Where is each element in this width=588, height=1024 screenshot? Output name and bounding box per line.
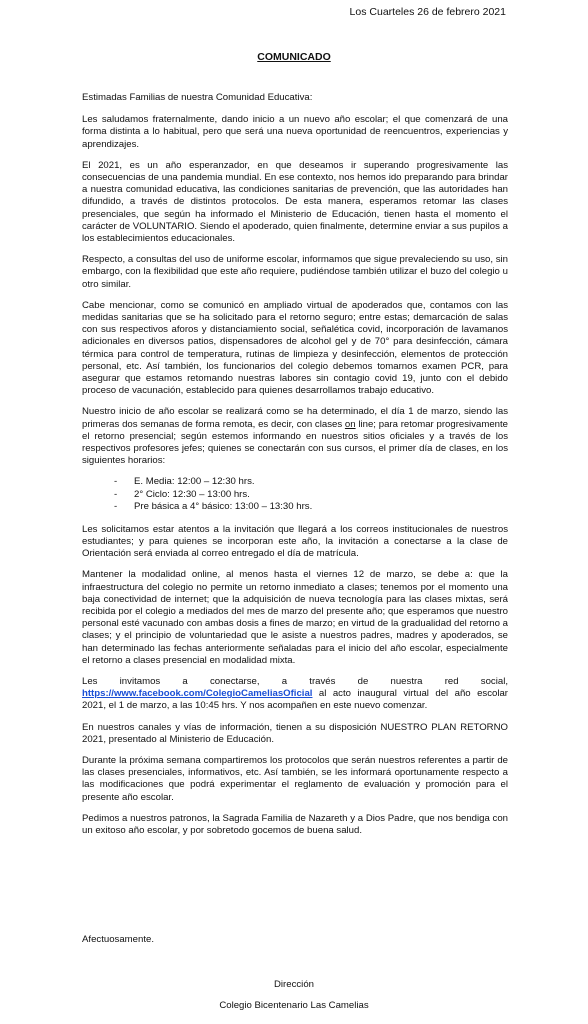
signature-role: Dirección: [274, 979, 314, 990]
inaugural-text-b: al acto inaugural virtual del año escolar 2021, el 1 de marzo, a las 10:45 hrs. Y nos acompañen en este nuevo comenzar.: [82, 688, 508, 712]
letter-body: [82, 92, 508, 846]
letter-date: Los Cuarteles 26 de febrero 2021: [349, 6, 506, 18]
paragraph-return-plan: En nuestros canales y vías de información, tienen a su disposición NUESTRO PLAN RETORNO 2021, presentado al Ministerio de Educación.: [82, 721, 508, 745]
schedule-list: [82, 476, 508, 513]
facebook-link[interactable]: https://www.facebook.com/ColegioCameliasOficial: [82, 688, 313, 700]
paragraph-uniform: Respecto, a consultas del uso de uniforme escolar, informamos que sigue prevaleciendo su uso, sin embargo, con la flexibilidad que este año requiere, pudiéndose también utilizar el buzo del colegio u otro similar.: [82, 254, 508, 290]
schedule-item: - Pre básica a 4° básico: 13:00 – 13:30 hrs.: [114, 501, 508, 513]
schedule-item: - 2° Ciclo: 12:30 – 13:00 hrs.: [114, 489, 508, 501]
signature-school: Colegio Bicentenario Las Camelias: [219, 1000, 369, 1011]
school-start-text-a: Nuestro inicio de año escolar se realizará como se ha determinado, el día 1 de marzo, siendo las primeras dos semanas de forma remota, es decir, con clases: [82, 406, 508, 430]
paragraph-inaugural-act: [82, 676, 508, 713]
closing: Afectuosamente.: [82, 934, 154, 945]
school-start-underlined-word: on: [344, 418, 356, 430]
paragraph-online-modality: Mantener la modalidad online, al menos hasta el viernes 12 de marzo, se debe a: que la infraestructura del colegio no permite un retorno inmediato a clases; tenemos por el momento una baja conectividad de internet; que la adquisición de nueva tecnología para las clases mixtas, será recibida por el colegio a mediados del mes de marzo del presente año; que esperamos que nuestro personal esté vacunado con ambas dosis a fines de marzo; en virtud de la gradualidad del retorno a clases; y el principio de voluntariedad que le asiste a nuestros padres, madres y apoderados, se han determinado las fechas anteriormente señaladas para el inicio del año escolar, especialmente el retorno a clases presencial en modalidad mixta.: [82, 569, 508, 666]
inaugural-text-a: Les invitamos a conectarse, a través de nuestra red social,: [82, 675, 508, 687]
paragraph-school-start: [82, 406, 508, 467]
schedule-item: - E. Media: 12:00 – 12:30 hrs.: [114, 476, 508, 488]
paragraph-protocols: Durante la próxima semana compartiremos los protocolos que serán nuestros referentes a partir de las clases presenciales, informativos, etc. Así también, se les informará oportunamente respecto a las modificaciones que podrá experimentar el reglamento de evaluación y promoción para el presente año escolar.: [82, 754, 508, 803]
paragraph-blessing: Pedimos a nuestros patronos, la Sagrada Familia de Nazareth y a Dios Padre, que nos bendiga con un exitoso año escolar, y por sobretodo gocemos de buena salud.: [82, 812, 508, 836]
greeting: Estimadas Familias de nuestra Comunidad Educativa:: [82, 92, 313, 103]
paragraph-invitation-emails: Les solicitamos estar atentos a la invitación que llegará a los correos institucionales de nuestros estudiantes; y para quienes se incorporan este año, la invitación a conectarse a la clase de Orientación será enviada al correo entregado el día de matrícula.: [82, 523, 508, 560]
paragraph-sanitary-measures: Cabe mencionar, como se comunicó en ampliado virtual de apoderados que, contamos con las medidas sanitarias que se ha solicitado para el retorno seguro; entre estas; demarcación de salas con sus respectivos aforos y distanciamiento social, señalética covid, incorporación de lavamanos adicionales en diversos patios, dispensadores de alcohol gel y de 70° para desinfección, cámara térmica para control de temperatura, rutinas de limpieza y desinfección, elementos de protección personal, etc. Así también, los funcionarios del colegio debemos tomarnos examen PCR, para asegurar que estamos retomando nuestras labores sin contagio covid 19, junto con el debido proceso de vacunación, establecido para quienes desarrollamos trabajo educativo.: [82, 299, 508, 397]
paragraph-welcome: Les saludamos fraternalmente, dando inicio a un nuevo año escolar; el que comenzará de una forma distinta a lo habitual, pero que será una nueva oportunidad de reencuentros, experiencias y aprendizajes.: [82, 114, 508, 150]
school-start-text-b: line; para retomar progresivamente el retorno presencial; según estemos informando en nuestros sitios oficiales y a través de los respectivos profesores jefes; quienes se conectarán con sus cursos, el primer día de clases, en los siguientes horarios:: [82, 418, 508, 467]
paragraph-context: El 2021, es un año esperanzador, en que deseamos ir superando progresivamente las consecuencias de una pandemia mundial. En ese contexto, nos hemos ido preparando para brindar a nuestra comunidad educativa, las condiciones sanitarias de prevención, que las autoridades han difundido, a través de distintos protocolos. De esta manera, esperamos retomar las clases presenciales, que según ha informado el Ministerio de Educación, tienen hasta el momento el carácter de VOLUNTARIO. Siendo el apoderado, quien finalmente, determine enviar a sus pupilos a los establecimientos educacionales.: [82, 159, 508, 245]
letter-title: COMUNICADO: [257, 51, 331, 63]
